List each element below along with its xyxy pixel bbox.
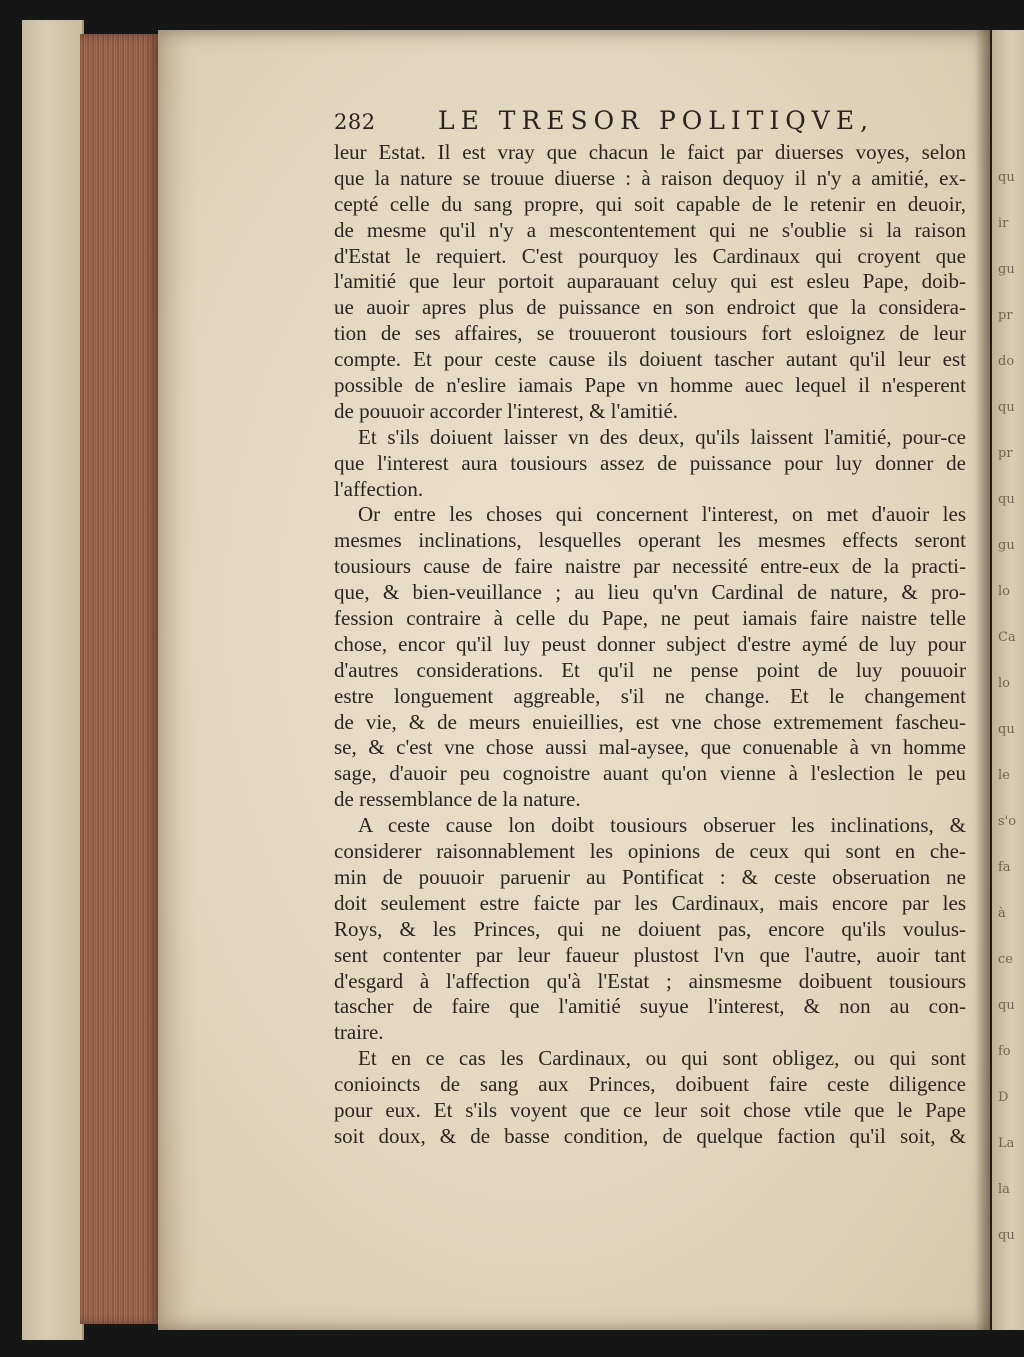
page-body-text [334, 140, 966, 1150]
facing-page-fragment: do [998, 354, 1015, 369]
text-line: mesmes inclinations, lesquelles operant les mesmes effects seront [334, 528, 966, 553]
text-line: possible de n'eslire iamais Pape vn homme auec lequel il n'esperent [334, 373, 966, 398]
text-line: cepté celle du sang propre, qui soit capable de le retenir en deuoir, [334, 191, 966, 216]
text-line: A ceste cause lon doibt tousiours obseruer les inclinations, & [358, 813, 966, 838]
facing-page-fragment: Ca [998, 630, 1016, 645]
text-line: que l'interest aura tousiours assez de puissance pour luy donner de [334, 450, 966, 475]
facing-page-fragment: s'o [998, 814, 1017, 829]
running-title: LE TRESOR POLITIQVE, [438, 106, 875, 135]
text-line: Or entre les choses qui concernent l'interest, on met d'auoir les [358, 502, 966, 527]
text-line: que la nature se trouue diuerse : à raison dequoy il n'y a amitié, ex- [334, 165, 966, 190]
text-line: estre longuement aggreable, s'il ne change. Et le changement [334, 683, 966, 708]
text-line: chose, encor qu'il luy peust donner subject d'estre aymé de luy pour [334, 631, 966, 656]
facing-page-fragment: qu [998, 170, 1015, 185]
facing-page-fragment: le [998, 768, 1010, 783]
text-line: se, & c'est vne chose aussi mal-aysee, que conuenable à vn homme [334, 735, 966, 760]
text-line: tascher de faire que l'amitié suyue l'interest, & non au con- [334, 994, 966, 1019]
text-line: que, & bien-veuillance ; au lieu qu'vn Cardinal de nature, & pro- [334, 580, 966, 605]
running-head [334, 106, 974, 142]
book-cover-board [22, 20, 84, 1340]
facing-page-fragment: qu [998, 998, 1015, 1013]
text-line: fession contraire à celle du Pape, ne peut iamais faire naistre telle [334, 606, 966, 631]
facing-page-fragment: gu [998, 262, 1015, 277]
text-line: min de pouuoir paruenir au Pontificat : & ceste obseruation ne [334, 864, 966, 889]
facing-page-fragment: D [998, 1090, 1009, 1105]
text-line: soit doux, & de basse condition, de quelque faction qu'il soit, & [334, 1123, 966, 1148]
page-number: 282 [334, 110, 376, 134]
facing-page-fragment: qu [998, 722, 1015, 737]
text-line: de pouuoir accorder l'interest, & l'amitié. [334, 398, 679, 423]
text-line: de vie, & de meurs enuieillies, est vne chose extremement fascheu- [334, 709, 966, 734]
text-line: de ressemblance de la nature. [334, 787, 581, 812]
facing-page-fragment: pr [998, 308, 1013, 323]
text-line: l'affection. [334, 476, 424, 501]
facing-page-fragment: lo [998, 676, 1010, 691]
text-line: leur Estat. Il est vray que chacun le faict par diuerses voyes, selon [334, 140, 966, 164]
text-line: traire. [334, 1020, 384, 1045]
text-line: Et s'ils doiuent laisser vn des deux, qu'ils laissent l'amitié, pour-ce [358, 424, 966, 449]
text-line: tion de ses affaires, se trouueront tousiours fort esloignez de leur [334, 321, 966, 346]
facing-page-fragment: pr [998, 446, 1013, 461]
text-line: tousiours cause de faire naistre par necessité entre-eux de la practi- [334, 554, 966, 579]
text-line: considerer raisonnablement les opinions de ceux qui sont en che- [334, 839, 966, 864]
facing-page-fragment: gu [998, 538, 1015, 553]
text-line: ue auoir apres plus de puissance en son endroict que la considera- [334, 295, 966, 320]
text-line: l'amitié que leur portoit auparauant celuy qui est esleu Pape, doib- [334, 269, 966, 294]
facing-page-fragment: lo [998, 584, 1010, 599]
text-line: Roys, & les Princes, qui ne doiuent pas, encore qu'ils voulus- [334, 916, 966, 941]
page-gutter [975, 30, 993, 1330]
text-line: d'Estat le requiert. C'est pourquoy les Cardinaux qui croyent que [334, 243, 966, 268]
text-line: de mesme qu'il n'y a mescontentement qui ne s'oublie si la raison [334, 217, 966, 242]
facing-page-fragment: qu [998, 492, 1015, 507]
text-line: compte. Et pour ceste cause ils doiuent tascher autant qu'il leur est [334, 347, 966, 372]
text-line: pour eux. Et s'ils voyent que ce leur soit chose vtile que le Pape [334, 1097, 966, 1122]
text-line: d'esgard à l'affection qu'à l'Estat ; ainsmesme doibuent tousiours [334, 968, 966, 993]
text-line: conioincts de sang aux Princes, doibuent faire ceste diligence [334, 1072, 966, 1097]
facing-page-fragment: qu [998, 400, 1015, 415]
facing-page-fragment: qu [998, 1228, 1015, 1243]
facing-page-edge [992, 30, 1024, 1330]
text-line: Et en ce cas les Cardinaux, ou qui sont obligez, ou qui sont [358, 1046, 966, 1071]
text-line: d'autres considerations. Et qu'il ne pense point de luy pouuoir [334, 657, 966, 682]
text-line: sage, d'auoir peu cognoistre auant qu'on vienne à l'eslection le peu [334, 761, 966, 786]
facing-page-fragment: la [998, 1182, 1010, 1197]
text-line: sent contenter par leur faueur plustost l'vn que l'autre, auoir tant [334, 942, 966, 967]
facing-page-fragment: fo [998, 1044, 1011, 1059]
facing-page-fragment: à [998, 906, 1006, 921]
text-line: doit seulement estre faicte par les Cardinaux, mais encore par les [334, 890, 966, 915]
facing-page-fragment: La [998, 1136, 1015, 1151]
facing-page-fragment: fa [998, 860, 1011, 875]
page-edges [80, 34, 160, 1324]
facing-page-fragment: ce [998, 952, 1013, 967]
facing-page-fragment: ir [998, 216, 1009, 231]
